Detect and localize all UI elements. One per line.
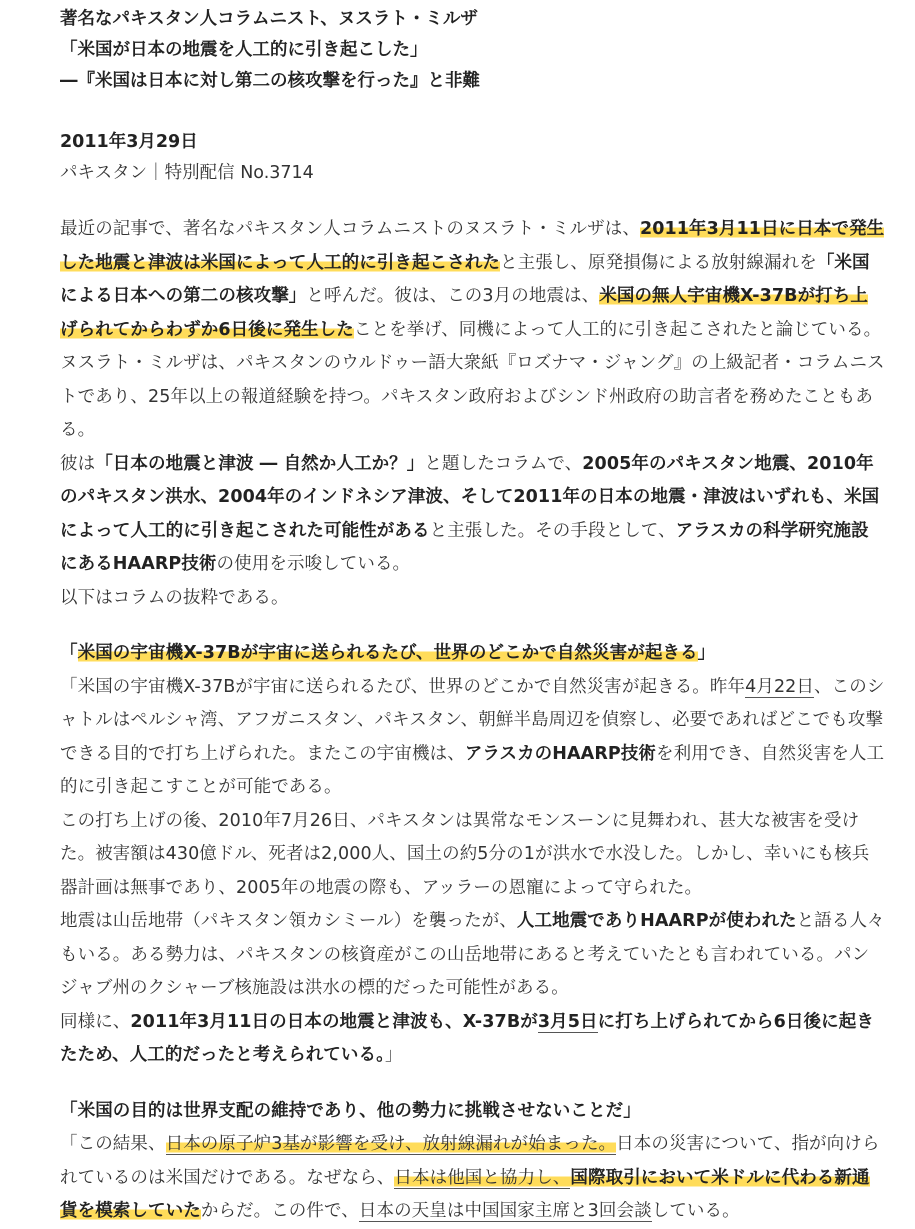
quote-paragraph-4 — [60, 1006, 885, 1073]
text: と題したコラムで、 — [424, 453, 583, 474]
bold-text: アラスカのHAARP技術 — [464, 743, 657, 764]
paragraph-bio: ヌスラト・ミルザは、パキスタンのウルドゥー語大衆紙『ロズナマ・ジャング』の上級記者・コラムニストであり、25年以上の報道経験を持つ。パキスタン政府およびシンド州政府の助言者を務めたこともある。 — [60, 353, 885, 440]
article-meta — [60, 127, 885, 189]
text: 彼は — [60, 453, 96, 474]
text: と主張し、原発損傷による放射線漏れを — [500, 252, 817, 273]
article-body — [60, 213, 885, 1229]
text: 「米国の宇宙機X-37Bが宇宙に送られるたび、世界のどこかで自然災害が起きる。昨年 — [60, 676, 746, 697]
text: ことを挙げ、同機によって人工的に引き起こされたと論じている。 — [353, 319, 882, 340]
text: と主張した。その手段として、 — [429, 520, 676, 541]
highlight: 国際取引において米ドルに代わる新通貨を模索していた — [60, 1167, 870, 1221]
text: 地震は山岳地帯（パキスタン領カシミール）を襲ったが、 — [60, 911, 517, 931]
headline-line-3: ―『米国は日本に対し第二の核攻撃を行った』と非難 — [60, 71, 480, 91]
text: 」 — [384, 1045, 403, 1065]
section-heading-1: 「米国の宇宙機X-37Bが宇宙に送られるたび、世界のどこかで自然災害が起きる」 — [60, 643, 716, 663]
highlight: 日本は他国と協力し、 — [394, 1167, 571, 1188]
text: 「この結果、 — [60, 1134, 166, 1154]
paragraph-intro — [60, 213, 885, 347]
headline-line-2: 「米国が日本の地震を人工的に引き起こした」 — [60, 40, 428, 60]
underlined-text: 日本の天皇は中国国家主席と3回会談 — [358, 1201, 652, 1221]
underlined-text: 3月5日 — [537, 1011, 598, 1032]
section-heading-2: 「米国の目的は世界支配の維持であり、他の勢力に挑戦させないことだ」 — [60, 1100, 641, 1121]
text: と語る人々もいる。ある勢力は、パキスタンの核資産がこの山岳地帯にあると考えていたとも言われている。パンジャブ州のクシャーブ核施設は洪水の標的だった可能性がある。 — [60, 911, 885, 998]
highlight: 米国の宇宙機X-37Bが宇宙に送られるたび、世界のどこかで自然災害が起きる — [77, 643, 698, 663]
text: 、このシャトルはペルシャ湾、アフガニスタン、パキスタン、朝鮮半島周辺を偵察し、必要であればどこでも攻撃できる目的で打ち上げられた。またこの宇宙機は、 — [60, 676, 885, 764]
text: している。 — [651, 1201, 740, 1221]
paragraph-excerpt-intro: 以下はコラムの抜粋である。 — [60, 587, 289, 608]
highlight: 日本の原子炉3基が影響を受け、放射線漏れが始まった。 — [165, 1134, 617, 1154]
bold-text: 「米国による日本への第二の核攻撃」 — [60, 252, 870, 306]
article — [0, 4, 915, 1229]
highlight: 2011年3月11日に日本で発生した地震と津波は米国によって人工的に引き起こされた — [60, 219, 885, 273]
article-date: 2011年3月29日 — [60, 132, 198, 152]
quote-paragraph-3 — [60, 905, 885, 1006]
underlined-text: 4月22日 — [745, 676, 815, 697]
text: の使用を示唆している。 — [216, 554, 411, 574]
headline-line-1: 著名なパキスタン人コラムニスト、ヌスラト・ミルザ — [60, 9, 478, 29]
highlight: 米国の無人宇宙機X-37Bが打ち上げられてからわずか6日後に発生した — [60, 286, 868, 340]
article-source: パキスタン｜特別配信 No.3714 — [60, 163, 314, 183]
quote-paragraph-5 — [60, 1128, 885, 1229]
bold-text: 2011年3月11日の日本の地震と津波も、X-37Bが — [130, 1011, 538, 1032]
bold-text: 2005年のパキスタン地震、2010年のパキスタン洪水、2004年のインドネシア津波、そして2011年の日本の地震・津波はいずれも、米国によって人工的に引き起こされた可能性がある — [60, 453, 880, 541]
bold-text: アラスカの科学研究施設にあるHAARP技術 — [60, 520, 869, 574]
quote-paragraph-2: この打ち上げの後、2010年7月26日、パキスタンは異常なモンスーンに見舞われ、甚大な被害を受けた。被害額は430億ドル、死者は2,000人、国土の約5分の1が洪水で水没した。しかし、幸いにも核兵器計画は無事であり、2005年の地震の際も、アッラーの恩寵によって守られた。 — [60, 810, 870, 898]
bold-text: 人工地震でありHAARPが使われた — [516, 911, 797, 931]
article-header — [60, 4, 885, 97]
text: 日本の災害について、指が向けられているのは米国だけである。なぜなら、 — [60, 1134, 880, 1188]
text: 最近の記事で、著名なパキスタン人コラムニストのヌスラト・ミルザは、 — [60, 219, 640, 239]
text: と呼んだ。彼は、この3月の地震は、 — [306, 286, 600, 306]
bold-text: 「日本の地震と津波 ― 自然か人工か？」 — [95, 453, 425, 474]
quote-paragraph-1 — [60, 671, 885, 805]
text: を利用でき、自然災害を人工的に引き起こすことが可能である。 — [60, 743, 885, 797]
text: からだ。この件で、 — [200, 1201, 359, 1221]
bold-text: に打ち上げられてから6日後に起きたため、人工的だったと考えられている。 — [60, 1011, 874, 1065]
paragraph-column — [60, 448, 885, 582]
text: 同様に、 — [60, 1011, 131, 1032]
